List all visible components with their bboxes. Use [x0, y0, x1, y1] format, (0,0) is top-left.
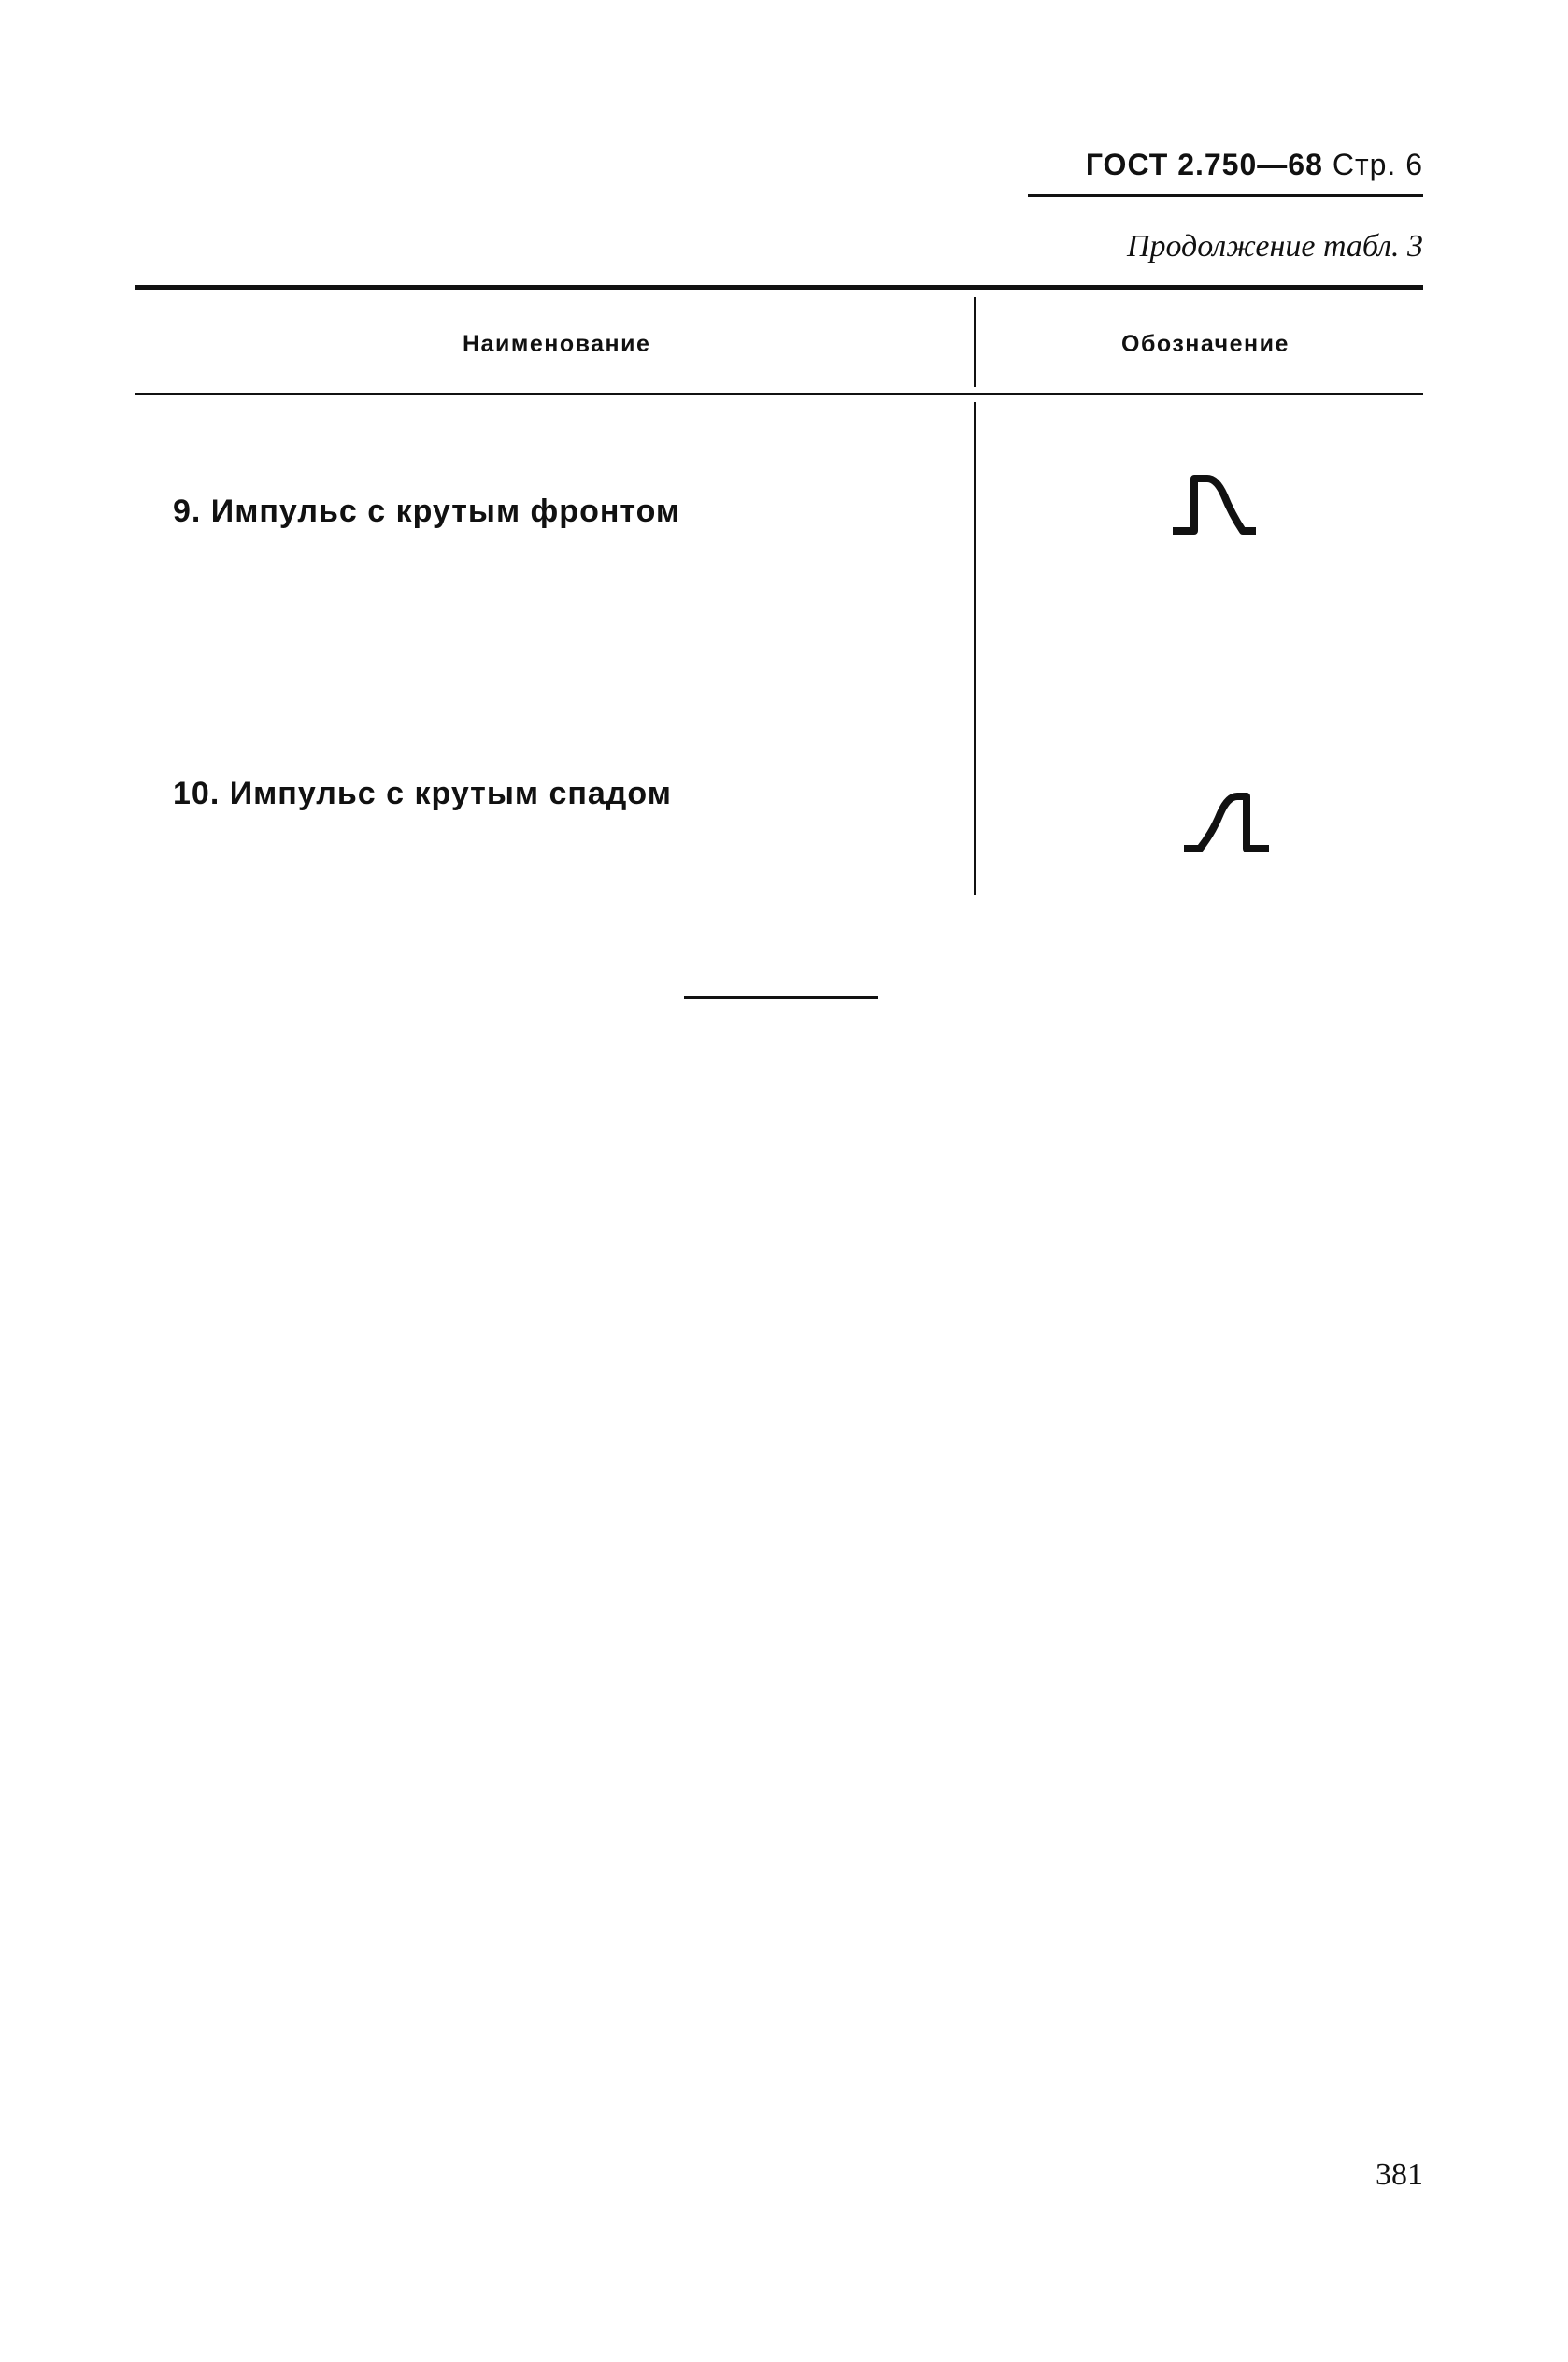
header-underline: [1028, 194, 1423, 197]
table-body-divider: [974, 402, 976, 895]
table-top-rule: [135, 285, 1423, 290]
row-10-name: 10. Импульс с крутым спадом: [173, 776, 672, 811]
document-header: [1086, 148, 1423, 182]
pulse-steep-fall-icon: [1179, 785, 1282, 869]
page-label: Стр. 6: [1332, 148, 1423, 181]
column-header-symbol: Обозначение: [1121, 331, 1290, 357]
table-continuation-caption: Продолжение табл. 3: [1126, 229, 1423, 264]
pulse-steep-front-icon: [1168, 467, 1271, 551]
table-header-divider: [974, 297, 976, 387]
column-header-name: Наименование: [463, 331, 651, 357]
row-9-name: 9. Импульс с крутым фронтом: [173, 494, 681, 529]
table-end-rule: [684, 996, 878, 999]
table-header-rule: [135, 393, 1423, 395]
document-id: ГОСТ 2.750—68: [1085, 148, 1323, 181]
page-number: 381: [1376, 2157, 1423, 2192]
